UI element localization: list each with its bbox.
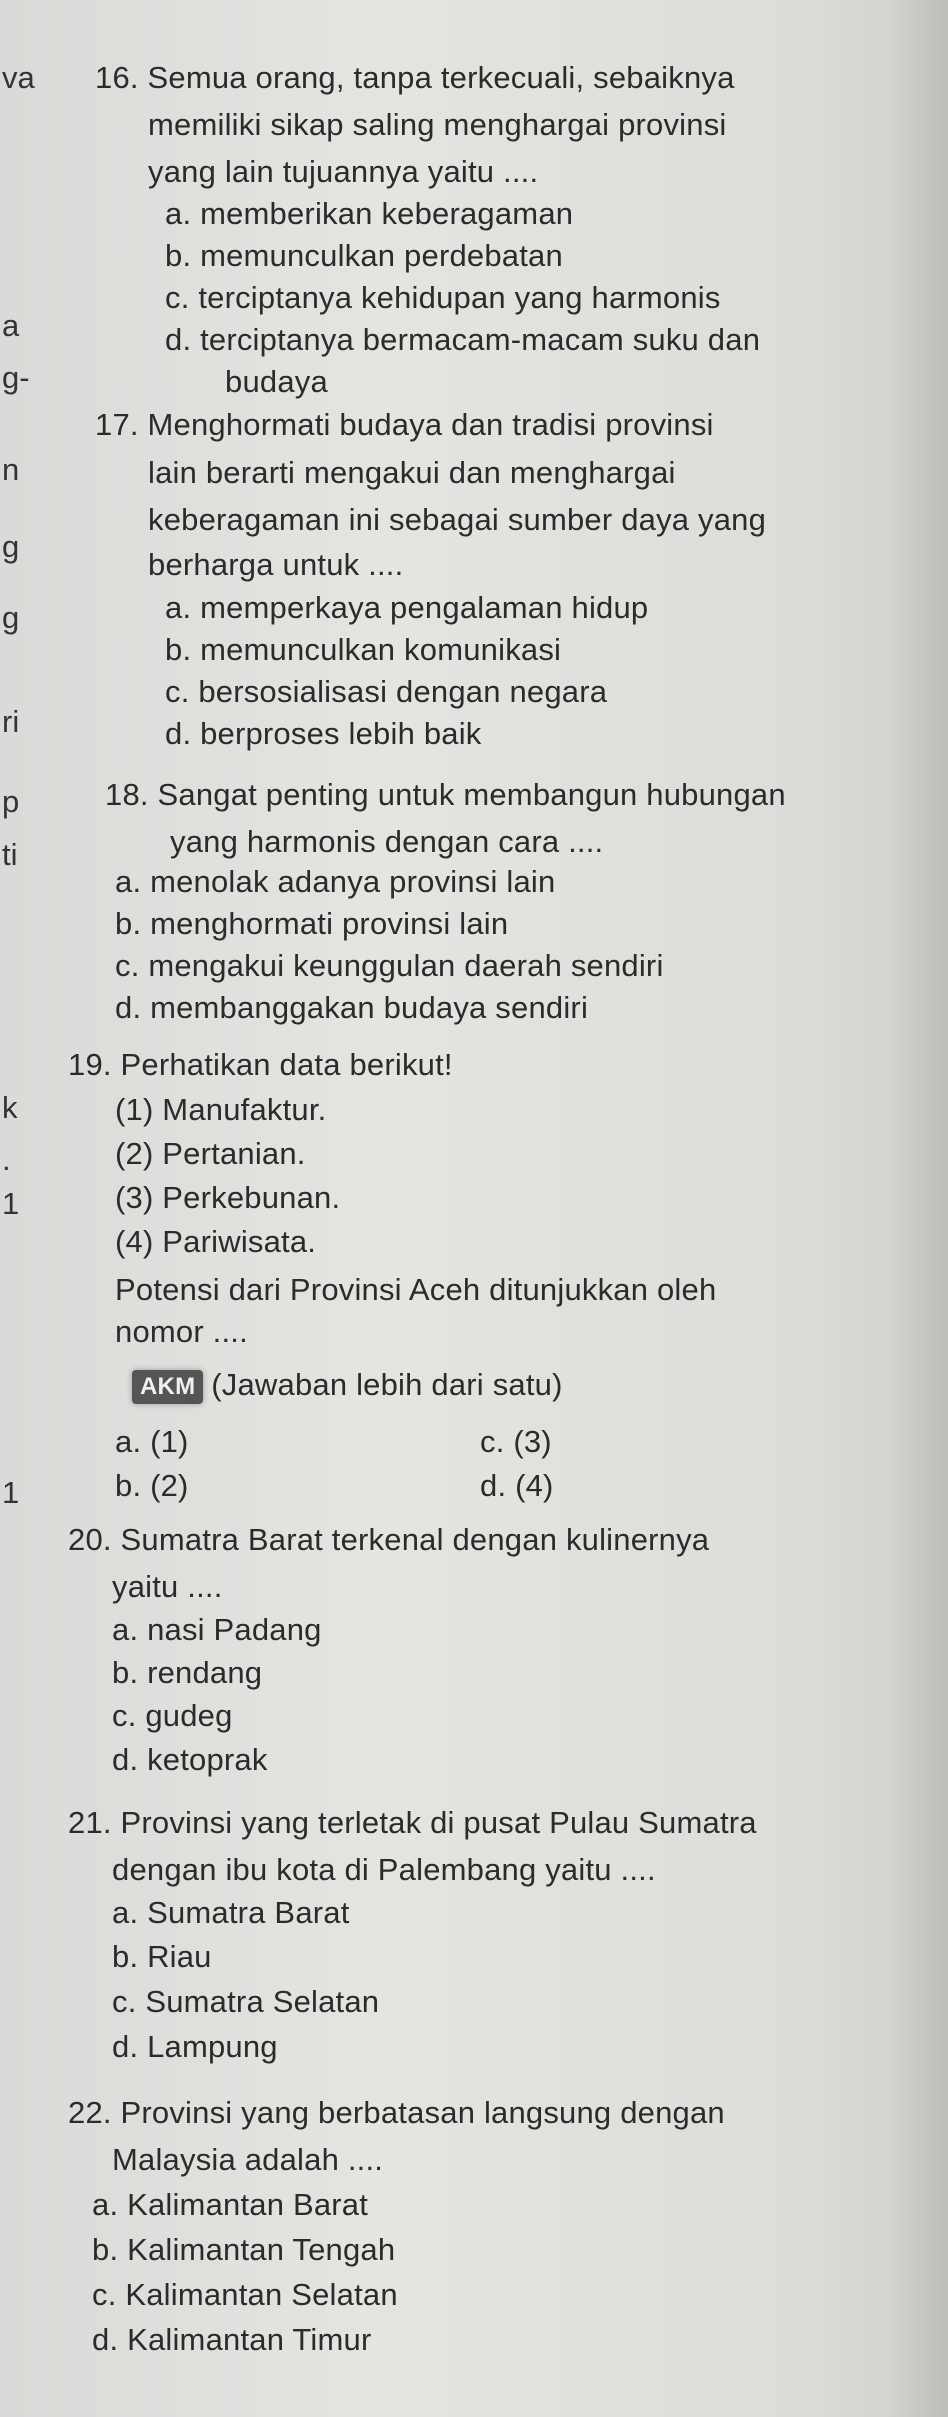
option-d: d. ketoprak [112, 1742, 268, 1777]
margin-fragment: a [2, 308, 20, 343]
option-c: c. gudeg [112, 1698, 233, 1733]
question-text: keberagaman ini sebagai sumber daya yang [148, 502, 767, 537]
note-text: (Jawaban lebih dari satu) [211, 1367, 563, 1402]
margin-fragment: p [2, 784, 20, 819]
option-c: c. (3) [480, 1424, 552, 1459]
option-d: d. Lampung [112, 2029, 278, 2064]
option-d: d. (4) [480, 1468, 554, 1503]
question-text: yang harmonis dengan cara .... [170, 824, 604, 859]
option-a: a. memperkaya pengalaman hidup [165, 590, 649, 625]
option-c: c. Kalimantan Selatan [92, 2277, 398, 2312]
question-text: 18. Sangat penting untuk membangun hubungan [105, 777, 786, 812]
margin-fragment: ri [2, 704, 20, 739]
option-d: d. membanggakan budaya sendiri [115, 990, 589, 1025]
question-text: 17. Menghormati budaya dan tradisi provinsi [95, 407, 714, 442]
option-a: a. Kalimantan Barat [92, 2187, 369, 2222]
data-item: (4) Pariwisata. [115, 1224, 317, 1259]
question-text: yaitu .... [112, 1569, 223, 1604]
page-shadow [888, 0, 948, 2417]
akm-note [132, 1365, 563, 1405]
margin-fragment: 1 [2, 1475, 20, 1510]
margin-fragment: g- [2, 360, 30, 395]
question-text: berharga untuk .... [148, 547, 404, 582]
akm-badge: AKM [132, 1370, 203, 1404]
option-b: b. memunculkan perdebatan [165, 238, 563, 273]
option-b: b. (2) [115, 1468, 189, 1503]
option-b: b. memunculkan komunikasi [165, 632, 562, 667]
question-text: 20. Sumatra Barat terkenal dengan kulinernya [68, 1522, 710, 1557]
option-d-continued: budaya [225, 364, 328, 399]
option-b: b. menghormati provinsi lain [115, 906, 509, 941]
margin-fragment: ti [2, 837, 18, 872]
question-text: 21. Provinsi yang terletak di pusat Pulau Sumatra [68, 1805, 757, 1840]
question-text: 19. Perhatikan data berikut! [68, 1047, 453, 1082]
option-d: d. terciptanya bermacam-macam suku dan [165, 322, 761, 357]
option-b: b. Riau [112, 1939, 212, 1974]
question-text: 22. Provinsi yang berbatasan langsung dengan [68, 2095, 725, 2130]
margin-fragment: . [2, 1142, 11, 1177]
margin-fragment: 1 [2, 1186, 20, 1221]
option-c: c. terciptanya kehidupan yang harmonis [165, 280, 721, 315]
option-c: c. bersosialisasi dengan negara [165, 674, 608, 709]
question-text: nomor .... [115, 1314, 248, 1349]
option-a: a. memberikan keberagaman [165, 196, 574, 231]
margin-fragment: g [2, 600, 20, 635]
margin-fragment: k [2, 1090, 18, 1125]
data-item: (3) Perkebunan. [115, 1180, 341, 1215]
option-b: b. rendang [112, 1655, 263, 1690]
margin-fragment: n [2, 452, 20, 487]
question-text: 16. Semua orang, tanpa terkecuali, sebaiknya [95, 60, 735, 95]
question-text: memiliki sikap saling menghargai provinsi [148, 107, 727, 142]
option-a: a. nasi Padang [112, 1612, 322, 1647]
margin-fragment: va [2, 60, 35, 95]
question-text: Potensi dari Provinsi Aceh ditunjukkan oleh [115, 1272, 717, 1307]
margin-fragment: g [2, 529, 20, 564]
option-c: c. Sumatra Selatan [112, 1984, 380, 2019]
question-text: yang lain tujuannya yaitu .... [148, 154, 539, 189]
option-a: a. (1) [115, 1424, 189, 1459]
data-item: (1) Manufaktur. [115, 1092, 327, 1127]
option-d: d. berproses lebih baik [165, 716, 482, 751]
data-item: (2) Pertanian. [115, 1136, 306, 1171]
option-d: d. Kalimantan Timur [92, 2322, 372, 2357]
option-c: c. mengakui keunggulan daerah sendiri [115, 948, 664, 983]
question-text: dengan ibu kota di Palembang yaitu .... [112, 1852, 656, 1887]
question-text: Malaysia adalah .... [112, 2142, 384, 2177]
option-a: a. menolak adanya provinsi lain [115, 864, 556, 899]
option-a: a. Sumatra Barat [112, 1895, 350, 1930]
option-b: b. Kalimantan Tengah [92, 2232, 396, 2267]
question-text: lain berarti mengakui dan menghargai [148, 455, 676, 490]
